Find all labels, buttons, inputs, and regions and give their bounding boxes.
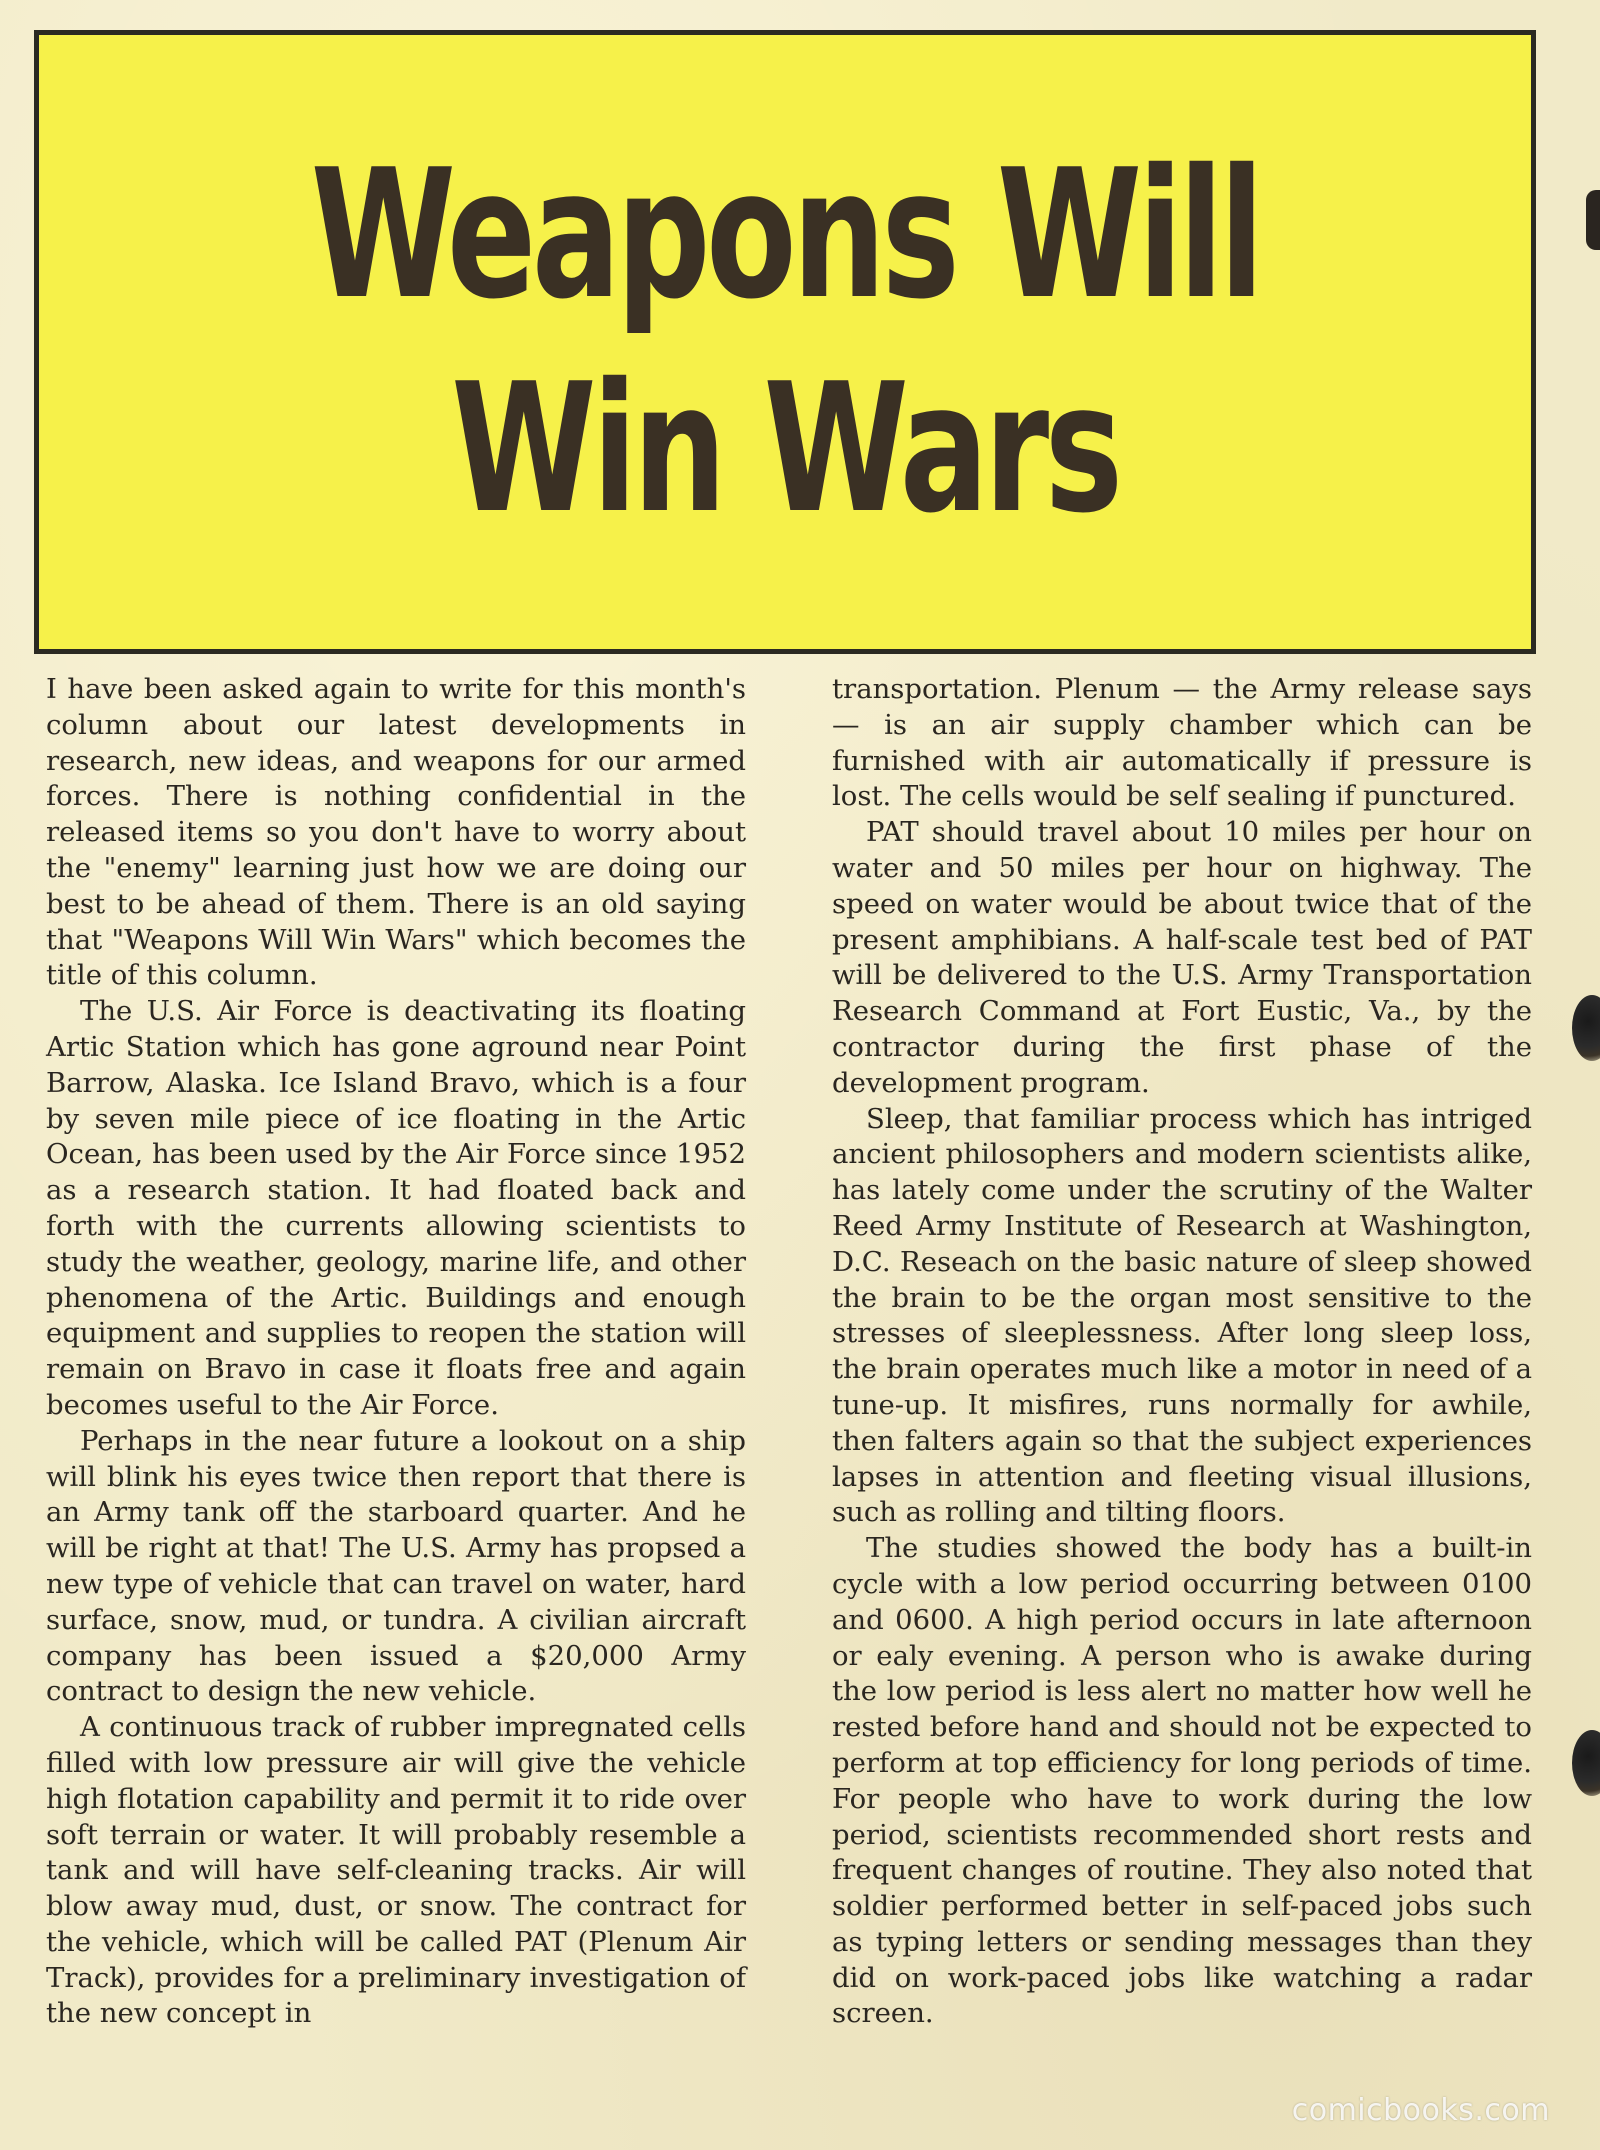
punch-hole-upper [1572,995,1600,1061]
headline-line-1: Weapons Will [310,131,1260,339]
left-column [46,672,746,2032]
paragraph-continuous-track: A continuous track of rubber impregnated cells filled with low pressure air will give the vehicle high flotation capability and permit it to ride over soft terrain or water. It will probably resemble a tank and will have self-cleaning tracks. Air will blow away mud, dust, or snow. The contract for the vehicle, which will be called PAT (Plenum Air Track), provides for a preliminary investigation of the new concept in [46,1711,746,2030]
paragraph-sleep: Sleep, that familiar process which has intriged ancient philosophers and modern scientists alike, has lately come under the scrutiny of the Walter Reed Army Institute of Research at Washington, D.C. Reseach on the basic nature of sleep showed the brain to be the organ most sensitive to the stresses of sleeplessness. After long sleep loss, the brain operates much like a motor in need of a tune-up. It misfires, runs normally for awhile, then falters again so that the subject experiences lapses in attention and fleeting visual illusions, such as rolling and tilting floors. [832,1102,1532,1529]
title-banner [34,30,1536,654]
paragraph-ice-island: The U.S. Air Force is deactivating its floating Artic Station which has gone aground near Point Barrow, Alaska. Ice Island Bravo, which is a four by seven mile piece of ice floating in the Artic Ocean, has been used by the Air Force since 1952 as a research station. It had floated back and forth with the currents allowing scientists to study the weather, geology, marine life, and other phenomena of the Artic. Buildings and enough equipment and supplies to reopen the station will remain on Bravo in case it floats free and again becomes useful to the Air Force. [46,995,746,1421]
punch-hole-lower [1572,1730,1600,1796]
paragraph-army-tank: Perhaps in the near future a lookout on a ship will blink his eyes twice then report that there is an Army tank off the starboard quarter. And he will be right at that! The U.S. Army has propsed a new type of vehicle that can travel on water, hard surface, snow, mud, or tundra. A civilian aircraft company has been issued a $20,000 Army contract to design the new vehicle. [46,1424,746,1708]
paragraph-intro: I have been asked again to write for this month's column about our latest developments in research, new ideas, and weapons for our armed forces. There is nothing confidential in the released items so you don't have to worry about the "enemy" learning just how we are doing our best to be ahead of them. There is an old saying that "Weapons Will Win Wars" which becomes the title of this column. [46,673,746,992]
paragraph-plenum: transportation. Plenum — the Army release says — is an air supply chamber which can be furnished with air automatically if pressure is lost. The cells would be self sealing if punctured. [832,673,1532,813]
paragraph-pat-speed: PAT should travel about 10 miles per hour on water and 50 miles per hour on highway. The speed on water would be about twice that of the present amphibians. A half-scale test bed of PAT will be delivered to the U.S. Army Transportation Research Command at Fort Eustic, Va., by the contractor during the first phase of the development program. [832,816,1532,1099]
watermark: comicbooks.com [1291,2093,1550,2128]
binding-mark [1586,190,1600,250]
headline-line-2: Win Wars [451,345,1119,552]
right-column [832,672,1532,2032]
paragraph-sleep-cycle: The studies showed the body has a built-in cycle with a low period occurring between 0100 and 0600. A high period occurs in late afternoon or ealy evening. A person who is awake during the low period is less alert no matter how well he rested before hand and should not be expected to perform at top efficiency for long periods of time. For people who have to work during the low period, scientists recommended short rests and frequent changes of routine. They also noted that soldier performed better in self-paced jobs such as typing letters or sending messages than they did on work-paced jobs like watching a radar screen. [832,1532,1532,2030]
